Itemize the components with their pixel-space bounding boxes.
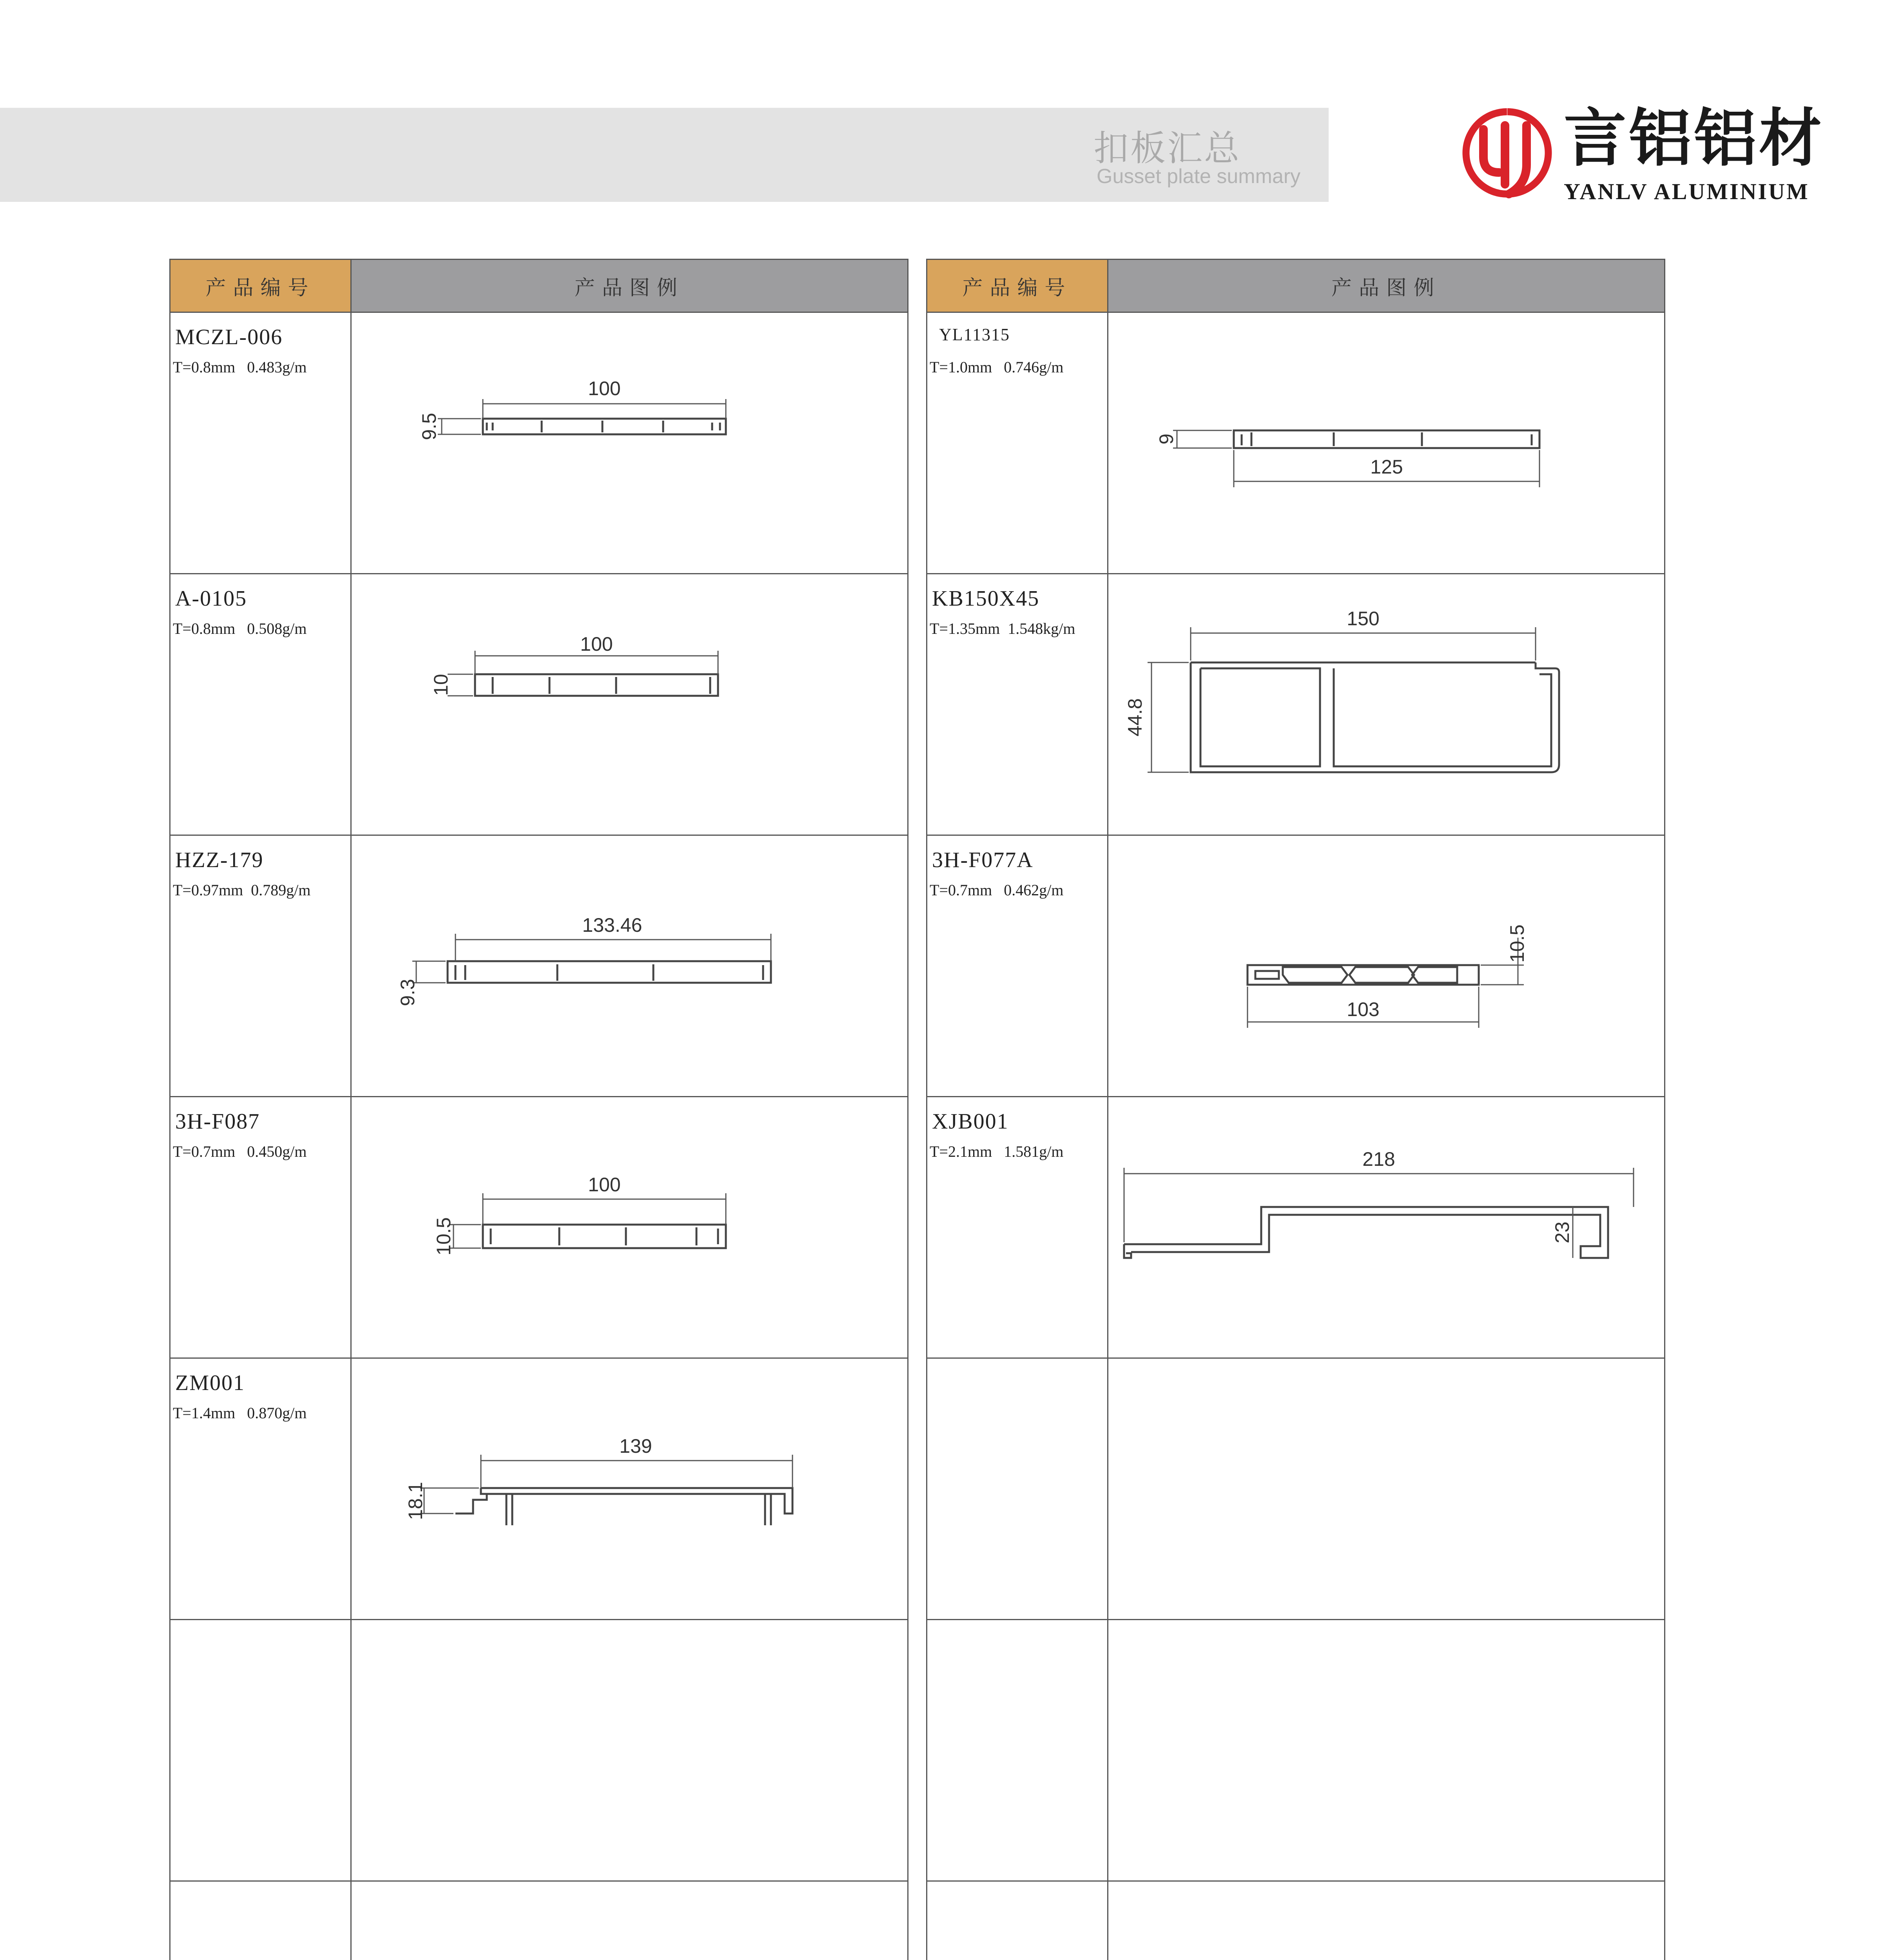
profile-drawing [352,313,908,573]
product-spec: T=1.0mm 0.746g/m [930,358,1064,376]
product-code: XJB001 [932,1109,1009,1134]
table-row [170,1097,907,1359]
dimension-width: 133.46 [582,914,642,936]
table-row [927,1620,1664,1882]
dimension-width: 218 [1362,1148,1395,1170]
table-row [927,574,1664,836]
table-row [927,1097,1664,1359]
table-row [927,1359,1664,1620]
product-code: A-0105 [175,586,247,611]
page-subtitle: Gusset plate summary [1097,165,1301,188]
product-spec: T=0.8mm 0.483g/m [173,358,307,376]
dimension-height: 10 [430,674,452,696]
profile-drawing [352,836,908,1096]
dimension-height: 44.8 [1124,698,1146,737]
product-spec: T=1.4mm 0.870g/m [173,1404,307,1422]
dimension-width: 100 [588,377,621,399]
dimension-width: 125 [1370,456,1403,478]
table-row [927,1882,1664,1960]
left-product-table [169,259,908,1960]
product-spec: T=0.7mm 0.462g/m [930,881,1064,899]
table-header [170,260,907,313]
product-code: KB150X45 [932,586,1040,611]
product-code: 3H-F077A [932,848,1034,872]
brand-logo-icon [1462,106,1552,204]
dimension-height: 9.3 [397,979,419,1006]
page-title: 扣板汇总 [1093,128,1241,169]
header-product-figure: 产品图例 [1108,260,1664,312]
table-row [170,1620,907,1882]
product-spec: T=0.8mm 0.508g/m [173,620,307,637]
dimension-width: 100 [580,633,613,655]
profile-drawing [1108,836,1665,1096]
product-code: YL11315 [939,325,1010,344]
dimension-height: 10.5 [1506,924,1528,963]
dimension-width: 150 [1347,608,1380,630]
dimension-height: 9 [1155,434,1177,445]
header-product-code: 产品编号 [927,260,1108,312]
brand-name-en: YANLV ALUMINIUM [1564,179,1810,204]
product-code: HZZ-179 [175,848,264,872]
profile-drawing [352,574,908,835]
dimension-height: 23 [1551,1221,1573,1243]
dimension-width: 100 [588,1174,621,1196]
table-row [927,313,1664,574]
dimension-height: 10.5 [433,1217,455,1256]
profile-drawing [1108,313,1665,573]
table-row [170,313,907,574]
profile-drawing [352,1097,908,1358]
product-code: MCZL-006 [175,325,283,349]
product-spec: T=1.35mm 1.548kg/m [930,620,1075,637]
dimension-width: 139 [619,1435,652,1457]
dimension-width: 103 [1347,998,1380,1020]
brand-name-cn: 言铝铝材 [1564,102,1824,175]
table-header [927,260,1664,313]
product-code: ZM001 [175,1371,245,1395]
profile-drawing [1108,574,1665,835]
dimension-height: 9.5 [418,413,440,440]
table-row [170,836,907,1097]
table-row [170,1359,907,1620]
product-spec: T=0.97mm 0.789g/m [173,881,311,899]
table-row [170,574,907,836]
dimension-height: 18.1 [404,1482,426,1520]
product-code: 3H-F087 [175,1109,260,1134]
header-product-code: 产品编号 [170,260,352,312]
profile-drawing [352,1359,908,1619]
right-product-table [926,259,1665,1960]
header-product-figure: 产品图例 [352,260,907,312]
profile-drawing [1108,1097,1665,1358]
product-spec: T=2.1mm 1.581g/m [930,1143,1064,1160]
table-row [170,1882,907,1960]
table-row [927,836,1664,1097]
product-spec: T=0.7mm 0.450g/m [173,1143,307,1160]
